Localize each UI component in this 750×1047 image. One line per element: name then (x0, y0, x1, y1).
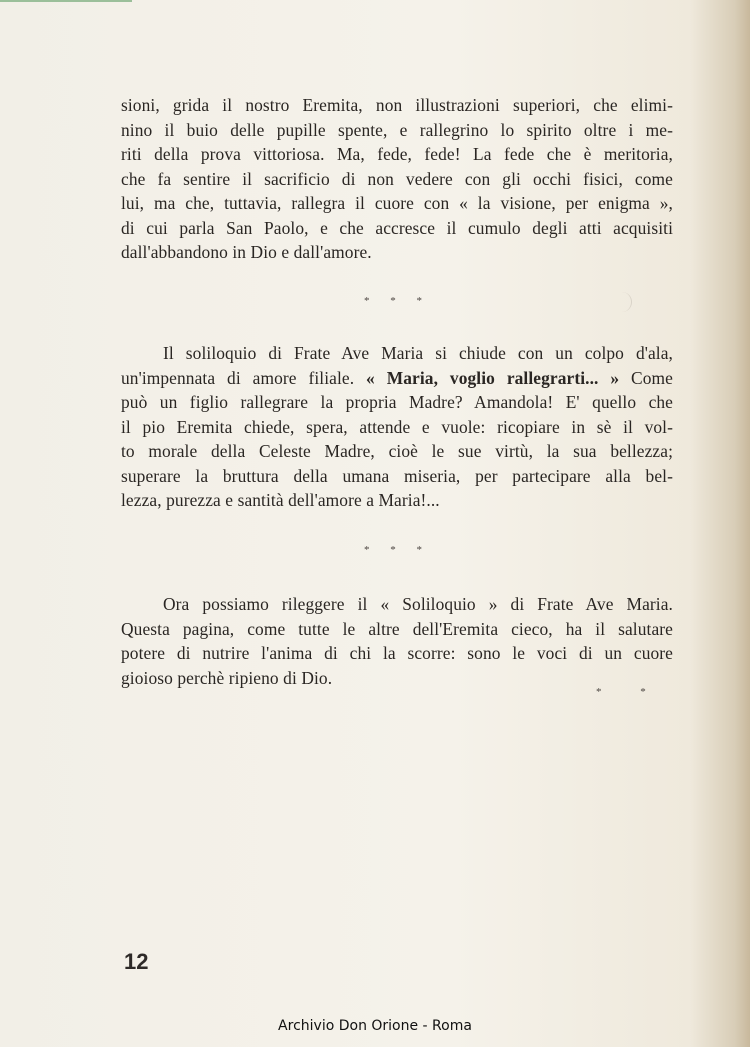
archive-footer: Archivio Don Orione - Roma (278, 1018, 472, 1034)
text-segment: un'impennata di amore filiale. (121, 367, 367, 388)
text-line: riti della prova vittoriosa. Ma, fede, fede! La fede che è meritoria, (121, 144, 673, 164)
text-segment: Come (619, 367, 674, 388)
paragraph-1 (121, 93, 673, 265)
section-separator: * * * (364, 544, 431, 556)
paragraph-2 (121, 341, 673, 513)
text-line: superare la bruttura della umana miseria, per partecipare alla bel- (121, 465, 673, 486)
text-line: Questa pagina, come tutte le altre dell'Eremita cieco, ha il salutare (121, 618, 673, 639)
text-line: può un figlio rallegrare la propria Madre? Amandola! E' quello che (121, 392, 673, 412)
text-line: Il soliloquio di Frate Ave Maria si chiude con un colpo d'ala, (163, 343, 673, 363)
trailing-separator: * * (596, 686, 664, 698)
text-line: lezza, purezza e santità dell'amore a Maria!... (121, 490, 440, 510)
text-line: potere di nutrire l'anima di chi la scorre: sono le voci di un cuore (121, 643, 673, 663)
scan-edge-mark (0, 0, 132, 2)
text-line: lui, ma che, tuttavia, rallegra il cuore con « la visione, per enigma », (121, 193, 673, 213)
quoted-prayer: « Maria, voglio rallegrarti... » (366, 367, 620, 388)
text-line: dall'abbandono in Dio e dall'amore. (121, 242, 372, 262)
text-line: il pio Eremita chiede, spera, attende e vuole: ricopiare in sè il vol- (121, 416, 673, 437)
text-line: gioioso perchè ripieno di Dio. (121, 667, 333, 688)
paragraph-3 (121, 592, 673, 690)
text-line: Ora possiamo rileggere il « Soliloquio » di Frate Ave Maria. (163, 594, 673, 614)
section-separator: * * * (364, 295, 431, 307)
text-line: nino il buio delle pupille spente, e rallegrino lo spirito oltre i me- (121, 119, 673, 140)
text-line: sioni, grida il nostro Eremita, non illustrazioni superiori, che elimi- (121, 95, 673, 115)
text-line: di cui parla San Paolo, e che accresce il cumulo degli atti acquisiti (121, 217, 673, 238)
text-line: to morale della Celeste Madre, cioè le sue virtù, la sua bellezza; (121, 441, 673, 461)
page-number: 12 (124, 949, 149, 974)
text-line: che fa sentire il sacrificio di non vedere con gli occhi fisici, come (121, 168, 673, 189)
text-line (121, 366, 673, 391)
